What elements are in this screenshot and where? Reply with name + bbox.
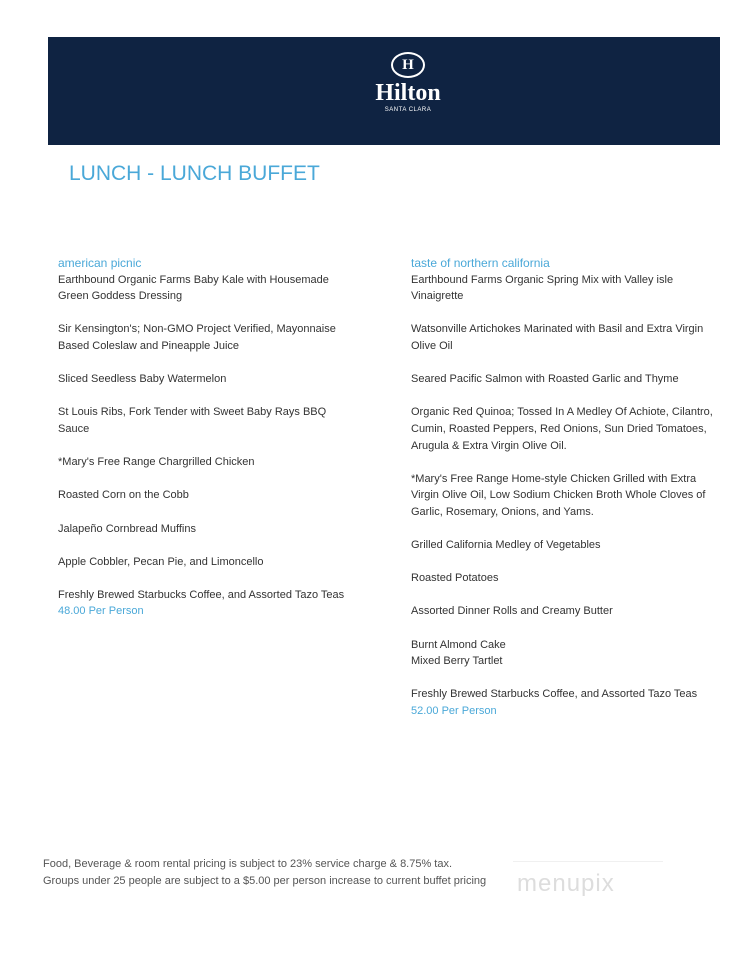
- menu-item: Earthbound Organic Farms Baby Kale with Housemade Green Goddess Dressing: [58, 273, 329, 303]
- menu-item: Grilled California Medley of Vegetables: [411, 539, 601, 552]
- menu-item: Freshly Brewed Starbucks Coffee, and Assorted Tazo Teas: [411, 688, 698, 701]
- footer-line-2: Groups under 25 people are subject to a $5.00 per person increase to current buffet pricing: [43, 875, 487, 887]
- watermark-divider: [513, 861, 663, 862]
- header-banner: [48, 37, 720, 145]
- menu-section-title: american picnic: [58, 256, 142, 270]
- menu-item: Earthbound Farms Organic Spring Mix with Valley isle Vinaigrette: [411, 273, 674, 303]
- menu-item: Roasted Potatoes: [411, 572, 499, 585]
- menu-item: Freshly Brewed Starbucks Coffee, and Assorted Tazo Teas: [58, 588, 345, 601]
- brand-name: Hilton: [375, 80, 441, 106]
- menu-item: Jalapeño Cornbread Muffins: [58, 522, 196, 535]
- page-title: LUNCH - LUNCH BUFFET: [69, 162, 320, 185]
- footer-notes: [43, 856, 486, 890]
- menu-item: Sir Kensington's; Non-GMO Project Verified, Mayonnaise Based Coleslaw and Pineapple Juice: [58, 323, 336, 352]
- menu-item: Roasted Corn on the Cobb: [58, 489, 189, 502]
- watermark: menupix: [517, 870, 615, 897]
- footer-line-1: Food, Beverage & room rental pricing is subject to 23% service charge & 8.75% tax.: [43, 858, 453, 870]
- menu-item: Watsonville Artichokes Marinated with Basil and Extra Virgin Olive Oil: [411, 323, 704, 352]
- menu-price: 52.00 Per Person: [411, 705, 497, 718]
- menu-item: *Mary's Free Range Chargrilled Chicken: [58, 456, 255, 469]
- menu-item: Organic Red Quinoa; Tossed In A Medley Of Achiote, Cilantro, Cumin, Roasted Peppers, Red Onions, Sun Dried Tomatoes, Arugula & Extra Virgin Olive Oil.: [411, 406, 713, 452]
- menu-item: Sliced Seedless Baby Watermelon: [58, 373, 227, 386]
- hilton-logo: [348, 52, 468, 114]
- menu-column-1: [411, 255, 731, 720]
- menu-column-0: [58, 255, 358, 620]
- menu-item: St Louis Ribs, Fork Tender with Sweet Baby Rays BBQ Sauce: [58, 406, 327, 435]
- menu-item: Burnt Almond Cake Mixed Berry Tartlet: [411, 638, 506, 668]
- location-name: SANTA CLARA: [384, 107, 432, 113]
- menu-item: Seared Pacific Salmon with Roasted Garlic and Thyme: [411, 373, 679, 386]
- menu-section-title: taste of northern california: [411, 256, 550, 270]
- menu-item: Assorted Dinner Rolls and Creamy Butter: [411, 605, 613, 618]
- menu-price: 48.00 Per Person: [58, 605, 144, 618]
- menu-item: *Mary's Free Range Home-style Chicken Grilled with Extra Virgin Olive Oil, Low Sodium Chicken Broth Whole Cloves of Garlic, Rosemary, Onions, and Yams.: [411, 472, 706, 518]
- hilton-emblem-icon: H: [391, 52, 425, 78]
- menu-item: Apple Cobbler, Pecan Pie, and Limoncello: [58, 555, 264, 568]
